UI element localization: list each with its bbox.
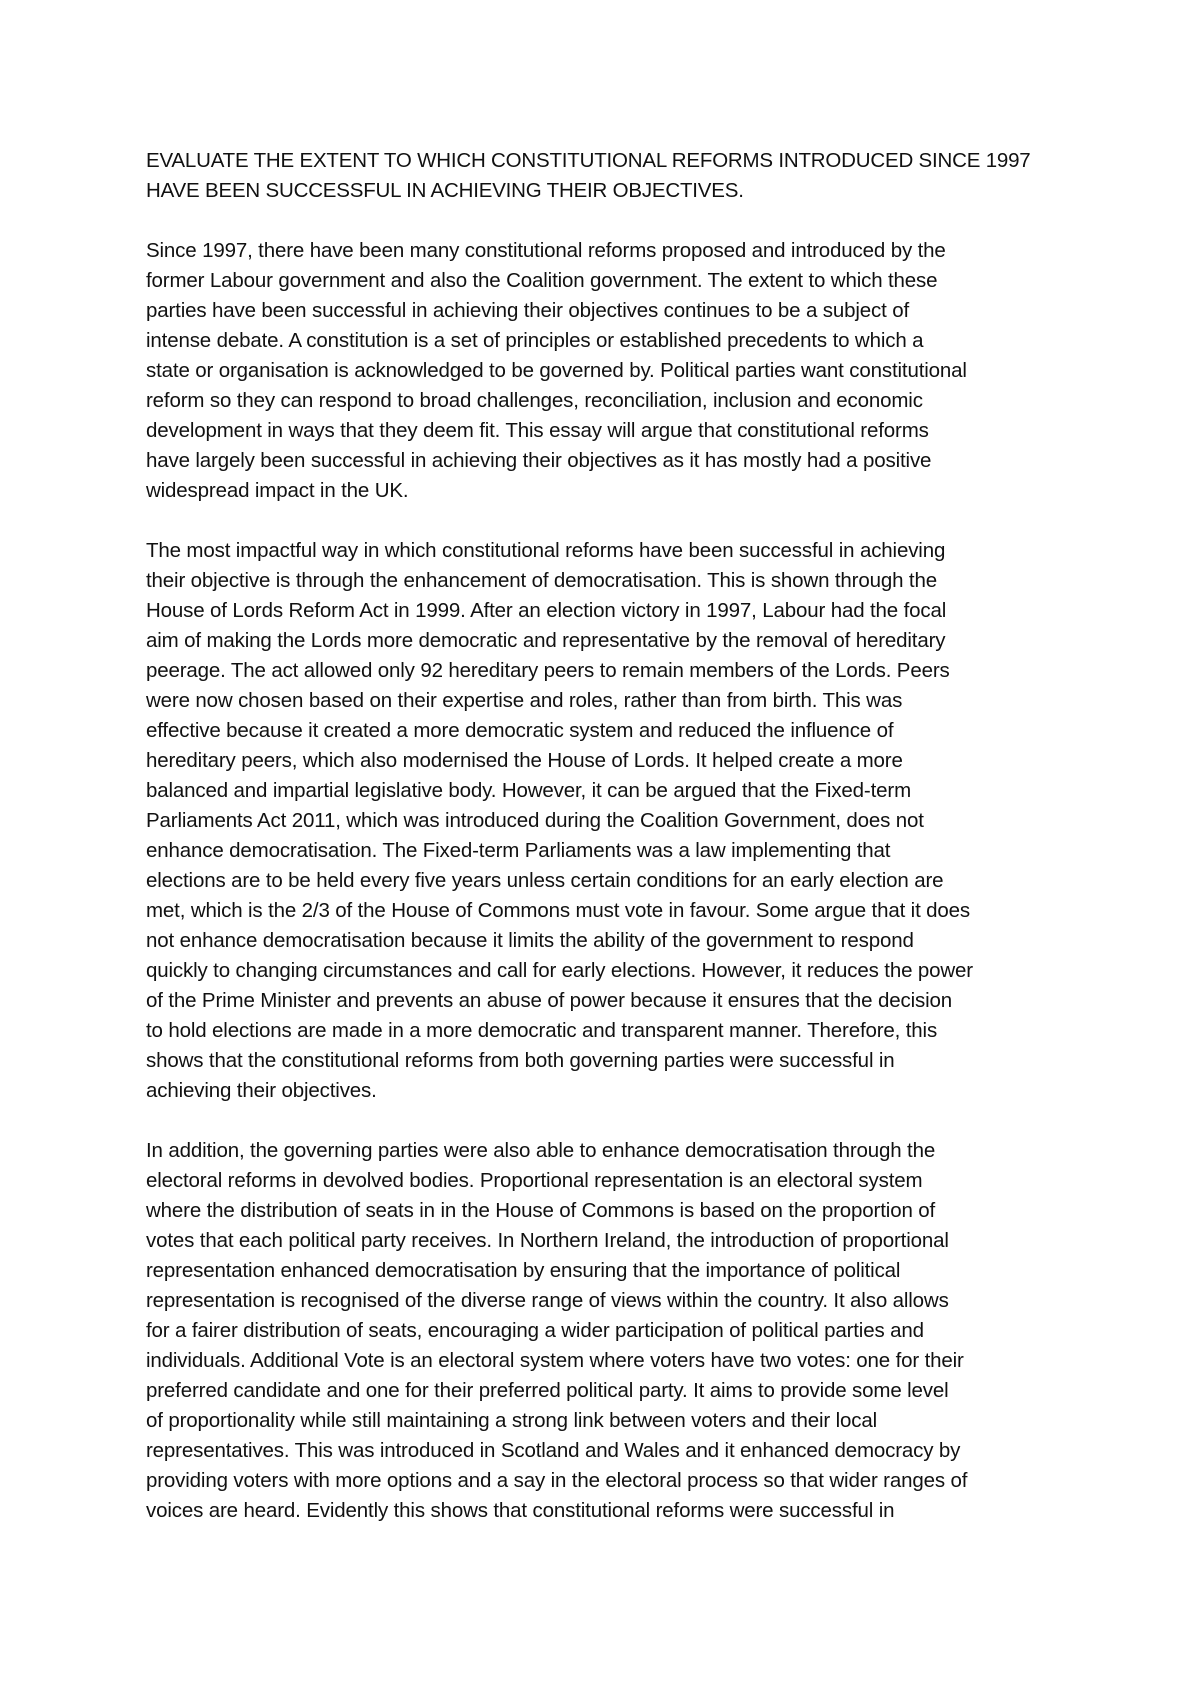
paragraph-line: hereditary peers, which also modernised the House of Lords. It helped create a more (146, 749, 903, 772)
paragraph-line: parties have been successful in achieving their objectives continues to be a subject of (146, 299, 909, 322)
paragraph-line: representation is recognised of the diverse range of views within the country. It also allows (146, 1289, 949, 1312)
document-body (146, 146, 1076, 1556)
paragraph-line: for a fairer distribution of seats, encouraging a wider participation of political parties and (146, 1319, 924, 1342)
paragraph-line: electoral reforms in devolved bodies. Proportional representation is an electoral system (146, 1169, 923, 1192)
paragraph-line: elections are to be held every five years unless certain conditions for an early election are (146, 869, 944, 892)
paragraph-line: where the distribution of seats in in the House of Commons is based on the proportion of (146, 1199, 936, 1222)
essay-paragraphs (146, 236, 1076, 1526)
paragraph-line: individuals. Additional Vote is an electoral system where voters have two votes: one for their (146, 1349, 964, 1372)
paragraph-line: representation enhanced democratisation by ensuring that the importance of political (146, 1259, 901, 1282)
paragraph-line: reform so they can respond to broad challenges, reconciliation, inclusion and economic (146, 389, 923, 412)
paragraph-line: Parliaments Act 2011, which was introduced during the Coalition Government, does not (146, 809, 924, 832)
essay-paragraph (146, 536, 1076, 1106)
paragraph-line: of proportionality while still maintaining a strong link between voters and their local (146, 1409, 878, 1432)
paragraph-line: preferred candidate and one for their preferred political party. It aims to provide some level (146, 1379, 949, 1402)
paragraph-line: Since 1997, there have been many constitutional reforms proposed and introduced by the (146, 239, 946, 262)
paragraph-line: have largely been successful in achieving their objectives as it has mostly had a positive (146, 449, 932, 472)
paragraph-line: intense debate. A constitution is a set of principles or established precedents to which a (146, 329, 924, 352)
paragraph-line: The most impactful way in which constitutional reforms have been successful in achieving (146, 539, 946, 562)
paragraph-line: In addition, the governing parties were also able to enhance democratisation through the (146, 1139, 936, 1162)
paragraph-line: effective because it created a more democratic system and reduced the influence of (146, 719, 894, 742)
essay-paragraph (146, 236, 1076, 506)
essay-title (146, 146, 1076, 206)
paragraph-line: representatives. This was introduced in Scotland and Wales and it enhanced democracy by (146, 1439, 961, 1462)
paragraph-line: widespread impact in the UK. (146, 479, 409, 502)
paragraph-line: shows that the constitutional reforms from both governing parties were successful in (146, 1049, 895, 1072)
paragraph-line: enhance democratisation. The Fixed-term Parliaments was a law implementing that (146, 839, 891, 862)
paragraph-line: quickly to changing circumstances and call for early elections. However, it reduces the power (146, 959, 973, 982)
essay-paragraph (146, 1136, 1076, 1526)
paragraph-line: former Labour government and also the Coalition government. The extent to which these (146, 269, 938, 292)
paragraph-line: votes that each political party receives. In Northern Ireland, the introduction of proportional (146, 1229, 949, 1252)
paragraph-line: voices are heard. Evidently this shows that constitutional reforms were successful in (146, 1499, 895, 1522)
paragraph-line: their objective is through the enhancement of democratisation. This is shown through the (146, 569, 937, 592)
essay-title-line: EVALUATE THE EXTENT TO WHICH CONSTITUTIONAL REFORMS INTRODUCED SINCE 1997 (146, 149, 1031, 172)
paragraph-line: met, which is the 2/3 of the House of Commons must vote in favour. Some argue that it does (146, 899, 971, 922)
paragraph-line: aim of making the Lords more democratic and representative by the removal of hereditary (146, 629, 946, 652)
paragraph-line: achieving their objectives. (146, 1079, 377, 1102)
paragraph-line: peerage. The act allowed only 92 hereditary peers to remain members of the Lords. Peers (146, 659, 950, 682)
essay-title-line: HAVE BEEN SUCCESSFUL IN ACHIEVING THEIR OBJECTIVES. (146, 179, 744, 202)
paragraph-line: not enhance democratisation because it limits the ability of the government to respond (146, 929, 914, 952)
paragraph-line: development in ways that they deem fit. This essay will argue that constitutional reforms (146, 419, 929, 442)
paragraph-line: House of Lords Reform Act in 1999. After an election victory in 1997, Labour had the focal (146, 599, 947, 622)
paragraph-line: balanced and impartial legislative body. However, it can be argued that the Fixed-term (146, 779, 912, 802)
paragraph-line: of the Prime Minister and prevents an abuse of power because it ensures that the decision (146, 989, 952, 1012)
paragraph-line: to hold elections are made in a more democratic and transparent manner. Therefore, this (146, 1019, 938, 1042)
paragraph-line: providing voters with more options and a say in the electoral process so that wider ranges of (146, 1469, 968, 1492)
paragraph-line: were now chosen based on their expertise and roles, rather than from birth. This was (146, 689, 903, 712)
paragraph-line: state or organisation is acknowledged to be governed by. Political parties want constitutional (146, 359, 967, 382)
